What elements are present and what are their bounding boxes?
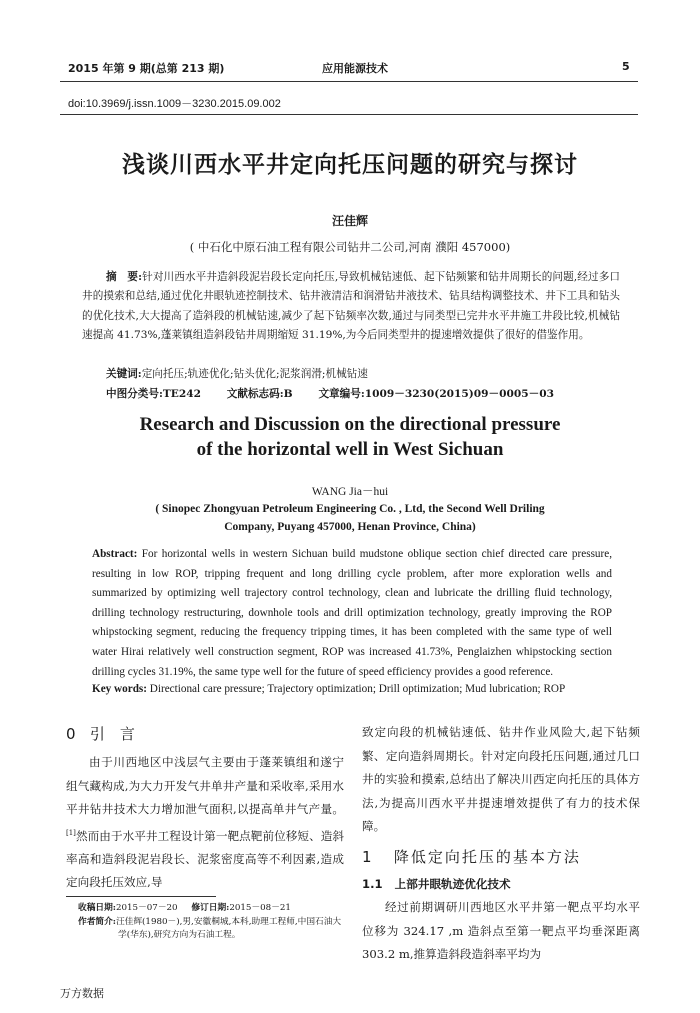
title-cn: 浅谈川西水平井定向托压问题的研究与探讨 xyxy=(122,152,578,178)
subsection-number: 1.1 xyxy=(362,877,383,891)
received-date: 2015－07－20 xyxy=(115,903,178,913)
keywords-cn-text: 定向托压;轨迹优化;钻头优化;泥浆润滑;机械钻速 xyxy=(141,368,368,380)
doi: doi:10.3969/j.issn.1009－3230.2015.09.002 xyxy=(68,98,281,110)
document-code: 文献标志码:B xyxy=(226,388,293,400)
footnote-dates xyxy=(78,902,348,916)
footnote xyxy=(78,902,348,943)
author-bio-label: 作者简介: xyxy=(78,916,116,927)
section0-number: 0 xyxy=(66,725,76,743)
footnote-rule xyxy=(66,896,216,897)
keywords-cn-label: 关键词: xyxy=(106,368,142,380)
received-label: 收稿日期: xyxy=(78,903,116,913)
author-cn: 汪佳辉 xyxy=(331,214,368,228)
title-en-line1: Research and Discussion on the directional pressure xyxy=(139,414,561,435)
subsection-title: 上部井眼轨迹优化技术 xyxy=(394,877,511,891)
clc-number: 中图分类号:TE242 xyxy=(106,388,201,400)
affiliation-en xyxy=(0,500,700,536)
footer-watermark: 万方数据 xyxy=(60,987,104,1000)
citation-ref: [1] xyxy=(66,828,76,837)
abstract-cn-label: 摘 要: xyxy=(106,271,143,283)
affiliation-en-line2: Company, Puyang 457000, Henan Province, China) xyxy=(224,521,476,533)
abstract-en-text: For horizontal wells in western Sichuan build mudstone oblique section chief directed care pressure, resulting in low ROP, tripping frequent and long drilling cycle problem, after more exploration wells and summarized by optimizing well trajectory control technology, clean and lubricate the drilling fluid technology, drilling technology restructuring, downhole tools and drill optimization technology, greatly improving the ROP whipstocking segment, reducing the frequency tripping times, it has been completed with the same type of well water Hirai relatively well construction segment, ROP was increased 41.73%, Penglaizhen whipstocking section drilling cycles 31.19%, the same type well for the future of speed efficiency provides a good reference. xyxy=(92,548,612,678)
abstract-en xyxy=(92,545,612,682)
article-number: 文章编号:1009－3230(2015)09－0005－03 xyxy=(318,388,554,400)
keywords-en xyxy=(92,683,622,695)
abstract-en-label: Abstract: xyxy=(92,548,138,560)
header-page-number: 5 xyxy=(622,60,630,73)
intro-text: 由于川西地区中浅层气主要由于蓬莱镇组和遂宁组气藏构成,为大力开发气井单井产量和采收率,采用水平井钻井技术大力增加泄气面积,以提高单井气产量。 xyxy=(66,755,344,816)
revised-date: 2015－08－21 xyxy=(229,903,291,913)
keywords-en-label: Key words: xyxy=(92,683,147,695)
title-en-line2: of the horizontal well in West Sichuan xyxy=(196,439,504,460)
intro-continued: 致定向段的机械钻速低、钻井作业风险大,起下钻频繁、定向造斜周期长。针对定向段托压问题,通过几口井的实验和摸索,总结出了解决川西定向托压的具体方法,为提高川西水平井提速增效提供了有力的技术保障。 xyxy=(362,725,640,833)
affiliation-cn: ( 中石化中原石油工程有限公司钻井二公司,河南 濮阳 457000) xyxy=(189,240,511,254)
intro-text-cont: 然而由于水平井工程设计第一靶点靶前位移短、造斜率高和造斜段泥岩段长、泥浆密度高等不利因素,造成定向段托压效应,导 xyxy=(66,828,344,890)
affiliation-en-line1: ( Sinopec Zhongyuan Petroleum Engineering Co. , Ltd, the Second Well Driling xyxy=(155,503,545,515)
section1-title: 降低定向托压的基本方法 xyxy=(393,848,581,866)
author-en: WANG Jia－hui xyxy=(311,486,389,498)
footnote-author xyxy=(78,916,348,943)
header-journal: 应用能源技术 xyxy=(322,62,388,75)
author-bio: 汪佳辉(1980－),男,安徽桐城,本科,助理工程师,中国石油大学(华东),研究方向为石油工程。 xyxy=(115,916,342,940)
doi-rule xyxy=(60,114,638,115)
abstract-cn-text: 针对川西水平井造斜段泥岩段长定向托压,导致机械钻速低、起下钻频繁和钻井周期长的问题,经过多口井的摸索和总结,通过优化井眼轨迹控制技术、钻井液清洁和润滑钻井液技术、钻具结构调整技术、井下工具和钻头的优化技术,大大提高了造斜段的机械钻速,减少了起下钻频率次数,通过与同类型已完井水平井施工井段比较,机械钻速提高 41.73%,蓬莱镇组造斜段钻井周期缩短 31.19%,为今后同类型井的提速增效提供了很好的借鉴作用。 xyxy=(82,271,620,342)
section1-number: 1 xyxy=(362,848,374,866)
section0-heading xyxy=(66,723,135,744)
classification-cn xyxy=(106,386,554,401)
section1-heading xyxy=(362,846,581,867)
abstract-cn xyxy=(82,268,620,346)
keywords-cn xyxy=(106,366,368,381)
header-issue: 2015 年第 9 期(总第 213 期) xyxy=(68,62,225,75)
intro-paragraph xyxy=(66,751,344,895)
keywords-en-text: Directional care pressure; Trajectory optimization; Drill optimization; Mud lubrication; ROP xyxy=(149,683,566,695)
revised-label: 修订日期: xyxy=(191,903,230,913)
section0-title: 引 言 xyxy=(89,725,135,743)
subsection-paragraph: 经过前期调研川西地区水平井第一靶点平均水平位移为 324.17 ,m 造斜点至第一靶点平均垂深距离 303.2 m,推算造斜段造斜率平均为 xyxy=(362,900,640,961)
header-rule xyxy=(60,81,638,82)
subsection-heading xyxy=(362,876,511,892)
title-en xyxy=(0,412,700,462)
